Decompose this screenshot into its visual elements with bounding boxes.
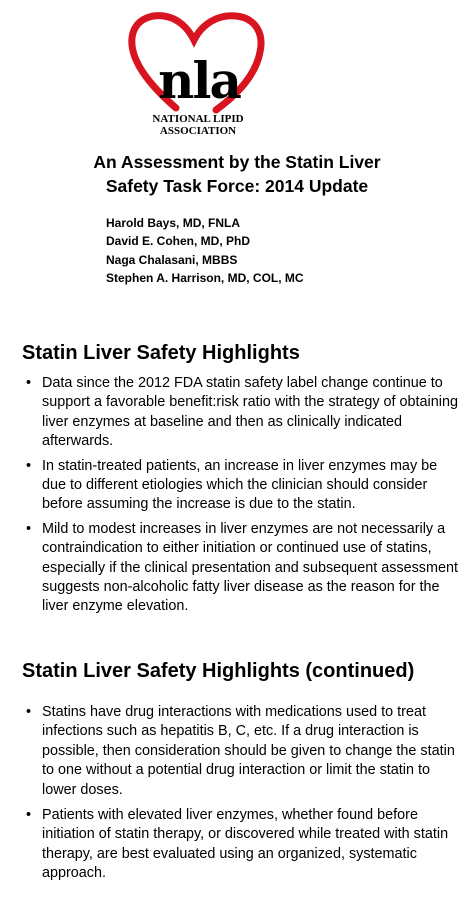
title-line2: Safety Task Force: 2014 Update [105, 176, 369, 196]
section-heading: Statin Liver Safety Highlights (continued) [22, 660, 415, 682]
bullet-icon: • [26, 375, 32, 391]
list-item [22, 457, 462, 515]
author-list [106, 214, 304, 287]
title-line1: An Assessment by the Statin Liver [93, 152, 381, 172]
bullet-list [22, 374, 462, 617]
logo-letters: nla [158, 51, 240, 110]
author: Naga Chalasani, MBBS [106, 252, 238, 267]
list-item [22, 703, 462, 800]
list-item-text: Mild to modest increases in liver enzymes are not necessarily a contraindication to either initiation or continued use of statins, especially if the clinical presentation and subsequent assessment suggests non-alcoholic fatty liver disease as the reason for the liver enzyme elevation. [42, 520, 458, 615]
page-title [0, 150, 474, 198]
bullet-icon: • [26, 457, 32, 474]
list-item-text: Statins have drug interactions with medications used to treat infections such as hepatitis B, C, etc. If a drug interaction is possible, then consideration should be given to change the statin to one without a potential drug interaction or limit the statin to lower doses. [42, 704, 455, 798]
bullet-icon: • [26, 520, 32, 537]
list-item-text: Patients with elevated liver enzymes, whether found before initiation of statin therapy, or discovered while treated with statin therapy, are best evaluated using an organized, systematic approach. [42, 807, 449, 882]
bullet-icon: • [26, 807, 32, 824]
section-heading: Statin Liver Safety Highlights [22, 342, 300, 364]
logo-org-line2: ASSOCIATION [159, 125, 237, 137]
author: Harold Bays, MD, FNLA [106, 216, 241, 230]
bullet-list [22, 703, 462, 884]
list-item [22, 374, 462, 452]
list-item-text: In statin-treated patients, an increase in liver enzymes may be due to different etiologies which the clinician should consider before assuming the increase is due to the statin. [42, 457, 438, 513]
list-item [22, 520, 462, 617]
list-item-text: Data since the 2012 FDA statin safety label change continue to support a favorable benefit:risk ratio with the strategy of obtaining liver enzymes at baseline and then as clinically indicated afterwards. [42, 375, 458, 450]
nla-logo [128, 10, 273, 140]
list-item [22, 806, 462, 884]
bullet-icon: • [26, 704, 32, 720]
highlights-continued-section [22, 659, 462, 890]
logo-org-name [128, 113, 268, 137]
highlights-section [22, 341, 462, 622]
author: Stephen A. Harrison, MD, COL, MC [106, 270, 304, 285]
author: David E. Cohen, MD, PhD [106, 234, 251, 249]
logo-org-line1: NATIONAL LIPID [152, 113, 244, 125]
